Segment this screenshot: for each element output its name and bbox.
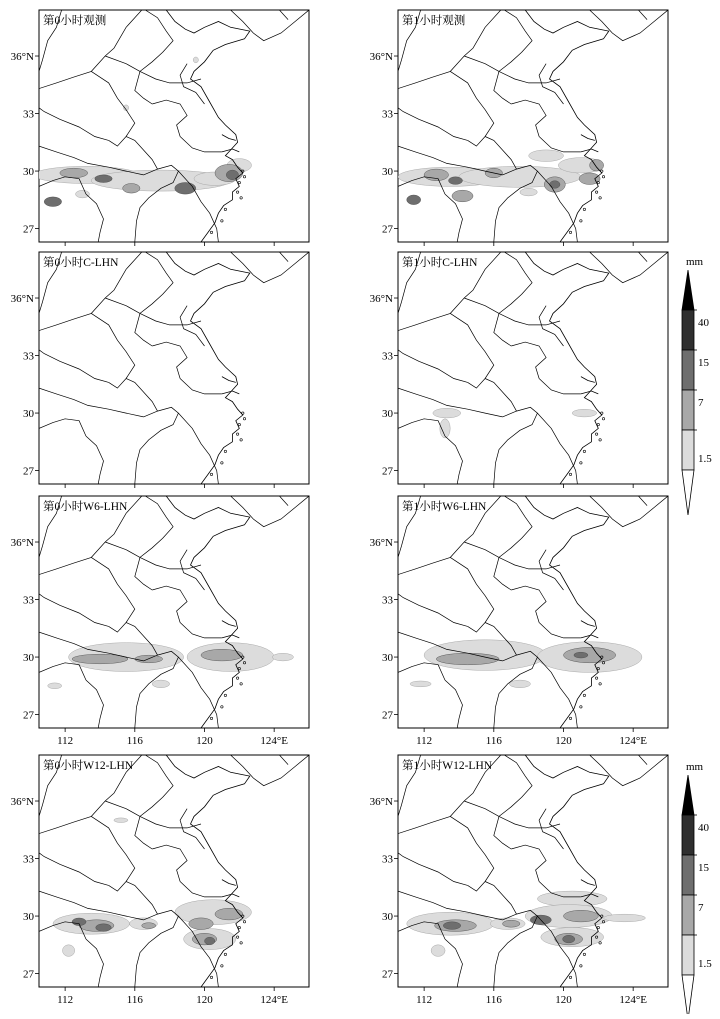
map-panel (11, 496, 309, 747)
colorbar-segment (682, 430, 694, 470)
panel-title: 第1小时观测 (402, 15, 466, 27)
map-panel (370, 252, 668, 488)
panel-title: 第0小时C-LHN (43, 257, 119, 269)
lon-tick-label: 124°E (619, 735, 647, 747)
colorbar-level-label: 40 (698, 317, 709, 329)
lon-tick-label: 112 (57, 735, 74, 747)
precip-area-level-1 (114, 818, 128, 823)
lat-tick-label: 30 (382, 911, 393, 924)
precip-area-level-1 (572, 409, 596, 417)
panel-title: 第1小时W12-LHN (402, 760, 493, 772)
colorbar-max-arrow (682, 775, 694, 815)
precip-area-level-3 (44, 197, 61, 207)
precip-area-level-2 (424, 169, 448, 181)
precip-area-level-1 (537, 891, 607, 906)
panel-frame (39, 252, 309, 484)
map-panel (11, 252, 309, 488)
lat-tick-label: 27 (382, 465, 393, 478)
lat-tick-label: 30 (23, 408, 34, 421)
panel-frame (398, 10, 668, 242)
panel-title: 第1小时C-LHN (402, 257, 478, 269)
lat-tick-label: 30 (382, 166, 393, 179)
precip-area-level-2 (564, 647, 616, 662)
precip-area-level-3 (449, 177, 463, 185)
lat-tick-label: 33 (382, 350, 393, 363)
precip-area-level-2 (503, 920, 520, 927)
precip-area-level-3 (175, 183, 196, 195)
precip-area-level-1 (48, 683, 62, 689)
precip-area-level-2 (60, 168, 88, 178)
precip-area-level-1 (604, 914, 646, 922)
lat-tick-label: 33 (382, 108, 393, 121)
colorbar-segment (682, 855, 694, 895)
lat-tick-label: 36°N (369, 293, 393, 306)
precip-area-level-1 (152, 680, 169, 688)
panel-frame (398, 496, 668, 728)
precip-area-level-2 (189, 918, 213, 930)
precip-area-level-2 (123, 184, 140, 194)
precip-area-level-1 (433, 408, 461, 418)
map-panel (370, 496, 668, 747)
precip-area-level-2 (590, 160, 604, 172)
precip-area-level-3 (550, 181, 560, 189)
lon-tick-label: 120 (196, 735, 213, 747)
panel-frame (39, 10, 309, 242)
colorbar-max-arrow (682, 270, 694, 310)
colorbar-segment (682, 815, 694, 855)
colorbar-segment (682, 935, 694, 975)
colorbar-unit: mm (686, 761, 704, 773)
lat-tick-label: 27 (23, 709, 34, 722)
colorbar-segment (682, 390, 694, 430)
lat-tick-label: 30 (382, 408, 393, 421)
lon-tick-label: 124°E (260, 735, 288, 747)
colorbar (682, 761, 712, 1014)
lon-tick-label: 116 (126, 994, 143, 1006)
precip-area-level-3 (407, 195, 421, 205)
lat-tick-label: 27 (382, 709, 393, 722)
precip-area-level-2 (142, 923, 156, 929)
lat-tick-label: 36°N (369, 796, 393, 809)
precip-area-level-1 (63, 945, 75, 957)
lat-tick-label: 30 (23, 652, 34, 665)
lat-tick-label: 36°N (369, 537, 393, 550)
panel-title: 第1小时W6-LHN (402, 501, 487, 513)
colorbar-level-label: 15 (698, 357, 709, 369)
lat-tick-label: 30 (23, 166, 34, 179)
colorbar-level-label: 1.5 (698, 958, 712, 970)
precip-area-level-1 (193, 57, 198, 63)
panel-frame (398, 252, 668, 484)
lat-tick-label: 27 (23, 223, 34, 236)
panel-frame (39, 755, 309, 987)
precip-area-level-3 (96, 924, 112, 932)
lat-tick-label: 27 (382, 968, 393, 981)
colorbar-segment (682, 350, 694, 390)
precip-area-level-1 (529, 150, 564, 162)
colorbar-min-arrow (682, 975, 694, 1014)
lat-tick-label: 36°N (10, 537, 34, 550)
map-panel (370, 10, 668, 246)
panel-title: 第0小时观测 (43, 15, 107, 27)
precip-area-level-3 (574, 652, 588, 658)
colorbar-segment (682, 310, 694, 350)
panel-title: 第0小时W12-LHN (43, 760, 134, 772)
lon-tick-label: 112 (416, 994, 433, 1006)
precip-area-level-2 (564, 910, 599, 922)
panel-frame (39, 496, 309, 728)
lon-tick-label: 124°E (260, 994, 288, 1006)
lon-tick-label: 116 (126, 735, 143, 747)
lat-tick-label: 36°N (369, 51, 393, 64)
colorbar-level-label: 40 (698, 822, 709, 834)
precip-area-level-3 (95, 175, 112, 183)
colorbar-unit: mm (686, 256, 704, 268)
precip-area-level-1 (76, 190, 90, 198)
precip-area-level-1 (410, 681, 431, 687)
lon-tick-label: 112 (57, 994, 74, 1006)
colorbar-level-label: 7 (698, 902, 704, 914)
lon-tick-label: 124°E (619, 994, 647, 1006)
lat-tick-label: 33 (23, 853, 34, 866)
map-panel (370, 755, 668, 1006)
map-panel (11, 10, 309, 246)
precip-area-level-2 (215, 908, 243, 920)
precip-area-level-1 (509, 680, 530, 688)
colorbar (682, 256, 712, 515)
precip-area-level-3 (205, 937, 215, 945)
lat-tick-label: 36°N (10, 796, 34, 809)
lat-tick-label: 27 (382, 223, 393, 236)
lat-tick-label: 27 (23, 968, 34, 981)
colorbar-segment (682, 895, 694, 935)
lat-tick-label: 27 (23, 465, 34, 478)
precip-area-level-3 (563, 935, 575, 943)
lat-tick-label: 36°N (10, 293, 34, 306)
colorbar-level-label: 7 (698, 397, 704, 409)
lat-tick-label: 33 (23, 594, 34, 607)
lon-tick-label: 120 (555, 994, 572, 1006)
lat-tick-label: 30 (382, 652, 393, 665)
precip-area-level-1 (431, 945, 445, 957)
panel-title: 第0小时W6-LHN (43, 501, 128, 513)
lon-tick-label: 116 (485, 735, 502, 747)
lat-tick-label: 30 (23, 911, 34, 924)
lat-tick-label: 33 (382, 594, 393, 607)
precip-area-level-2 (436, 653, 499, 665)
colorbar-level-label: 1.5 (698, 453, 712, 465)
lat-tick-label: 36°N (10, 51, 34, 64)
colorbar-min-arrow (682, 470, 694, 515)
lat-tick-label: 33 (23, 350, 34, 363)
precip-area-level-1 (272, 653, 293, 661)
lon-tick-label: 116 (485, 994, 502, 1006)
lon-tick-label: 120 (555, 735, 572, 747)
lon-tick-label: 112 (416, 735, 433, 747)
map-panel (11, 755, 309, 1006)
lat-tick-label: 33 (23, 108, 34, 121)
colorbar-level-label: 15 (698, 862, 709, 874)
precip-area-level-2 (452, 190, 473, 202)
lon-tick-label: 120 (196, 994, 213, 1006)
precip-area-level-1 (520, 188, 537, 196)
lat-tick-label: 33 (382, 853, 393, 866)
precip-area-level-3 (443, 922, 460, 930)
